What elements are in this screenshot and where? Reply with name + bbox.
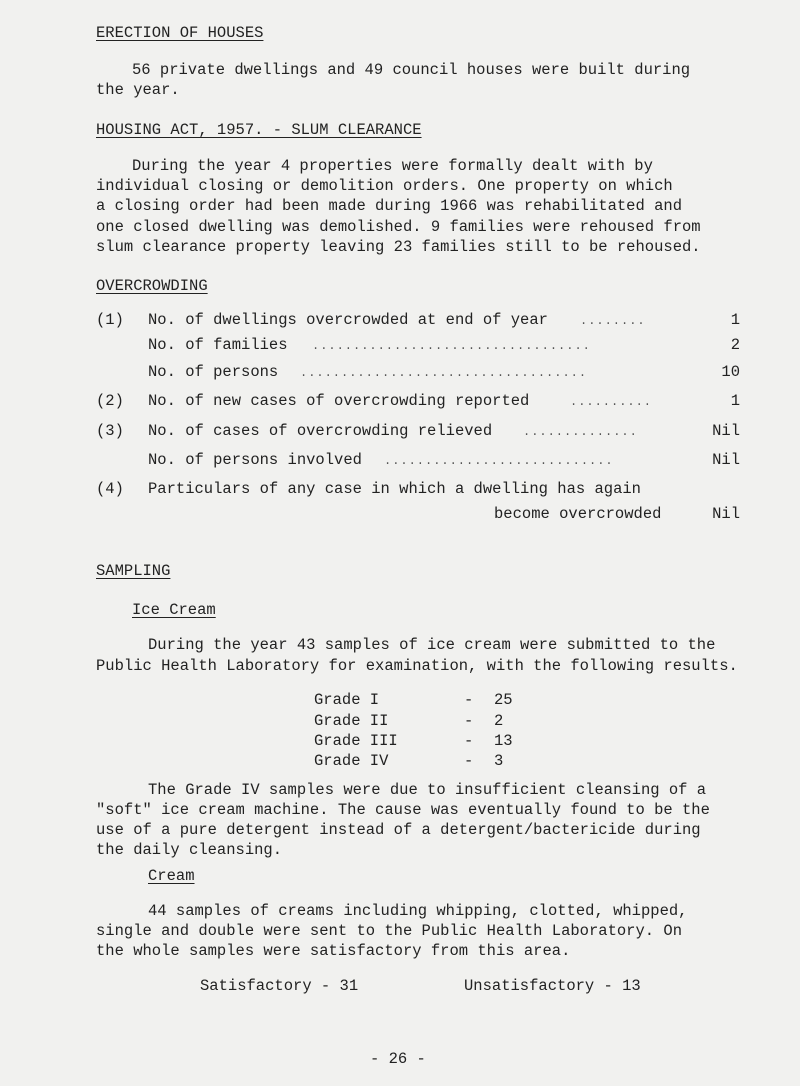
overcrowding-row-5-leader: .............. [523,425,638,439]
housing-text-line-5: slum clearance property leaving 23 families still to be rehoused. [96,238,701,256]
cream-satisfactory-count: Satisfactory - 31 [200,977,359,995]
subheading-ice-cream: Ice Cream [132,601,216,619]
overcrowding-row-7-value: Nil [712,505,740,523]
housing-text-line-4: one closed dwelling was demolished. 9 families were rehoused from [96,218,701,236]
overcrowding-row-4-num: (2) [96,392,124,410]
overcrowding-row-3-leader: ................................... [300,366,588,380]
grade-dash: - [464,691,474,709]
grade-value: 25 [494,691,513,709]
grade-dash: - [464,732,474,750]
overcrowding-row-7-line-1: Particulars of any case in which a dwelling has again [148,480,641,498]
overcrowding-row-2-value: 2 [730,336,740,354]
cream-text-line-2: single and double were sent to the Public Health Laboratory. On [96,922,682,940]
overcrowding-row-1-num: (1) [96,311,124,329]
overcrowding-row-5-num: (3) [96,422,124,440]
subheading-cream: Cream [148,867,195,885]
overcrowding-row-7-num: (4) [96,480,124,498]
erection-text-line-1: 56 private dwellings and 49 council houses were built during [132,61,691,79]
overcrowding-row-4-label: No. of new cases of overcrowding reported [148,392,530,410]
section-heading-sampling: SAMPLING [96,562,171,580]
overcrowding-row-7-line-2: become overcrowded [494,505,662,523]
overcrowding-row-4-leader: .......... [570,395,653,409]
overcrowding-row-1-label: No. of dwellings overcrowded at end of year [148,311,548,329]
ice-cream-note-line-2: "soft" ice cream machine. The cause was eventually found to be the [96,801,710,819]
overcrowding-row-2-leader: .................................. [312,339,591,353]
grade-dash: - [464,712,474,730]
grade-label: Grade I [314,691,380,709]
overcrowding-row-1-value: 1 [730,311,740,329]
overcrowding-row-1-leader: ........ [580,314,646,328]
cream-unsatisfactory-count: Unsatisfactory - 13 [464,977,641,995]
overcrowding-row-5-value: Nil [712,422,740,440]
grade-value: 2 [494,712,504,730]
overcrowding-row-3-value: 10 [721,363,740,381]
housing-text-line-1: During the year 4 properties were formally dealt with by [132,157,653,175]
ice-cream-text-line-1: During the year 43 samples of ice cream were submitted to the [148,636,716,654]
ice-cream-text-line-2: Public Health Laboratory for examination, with the following results. [96,657,738,675]
overcrowding-row-2-label: No. of families [148,336,288,354]
cream-text-line-1: 44 samples of creams including whipping, clotted, whipped, [148,902,688,920]
overcrowding-row-6-leader: ............................ [384,454,614,468]
page-number: - 26 - [370,1050,426,1068]
section-heading-overcrowding: OVERCROWDING [96,277,208,295]
ice-cream-note-line-4: the daily cleansing. [96,841,283,859]
overcrowding-row-6-value: Nil [712,451,740,469]
overcrowding-row-6-label: No. of persons involved [148,451,362,469]
overcrowding-row-3-label: No. of persons [148,363,279,381]
grade-label: Grade IV [314,752,389,770]
overcrowding-row-4-value: 1 [730,392,740,410]
section-heading-erection: ERECTION OF HOUSES [96,24,264,42]
erection-text-line-2: the year. [96,81,180,99]
ice-cream-note-line-1: The Grade IV samples were due to insufficient cleansing of a [148,781,707,799]
grade-value: 13 [494,732,513,750]
grade-label: Grade II [314,712,389,730]
ice-cream-note-line-3: use of a pure detergent instead of a detergent/bactericide during [96,821,701,839]
housing-text-line-2: individual closing or demolition orders. One property on which [96,177,673,195]
grade-value: 3 [494,752,504,770]
housing-text-line-3: a closing order had been made during 1966 was rehabilitated and [96,197,682,215]
grade-dash: - [464,752,474,770]
section-heading-housing: HOUSING ACT, 1957. - SLUM CLEARANCE [96,121,422,139]
overcrowding-row-5-label: No. of cases of overcrowding relieved [148,422,493,440]
grade-label: Grade III [314,732,398,750]
cream-text-line-3: the whole samples were satisfactory from this area. [96,942,571,960]
